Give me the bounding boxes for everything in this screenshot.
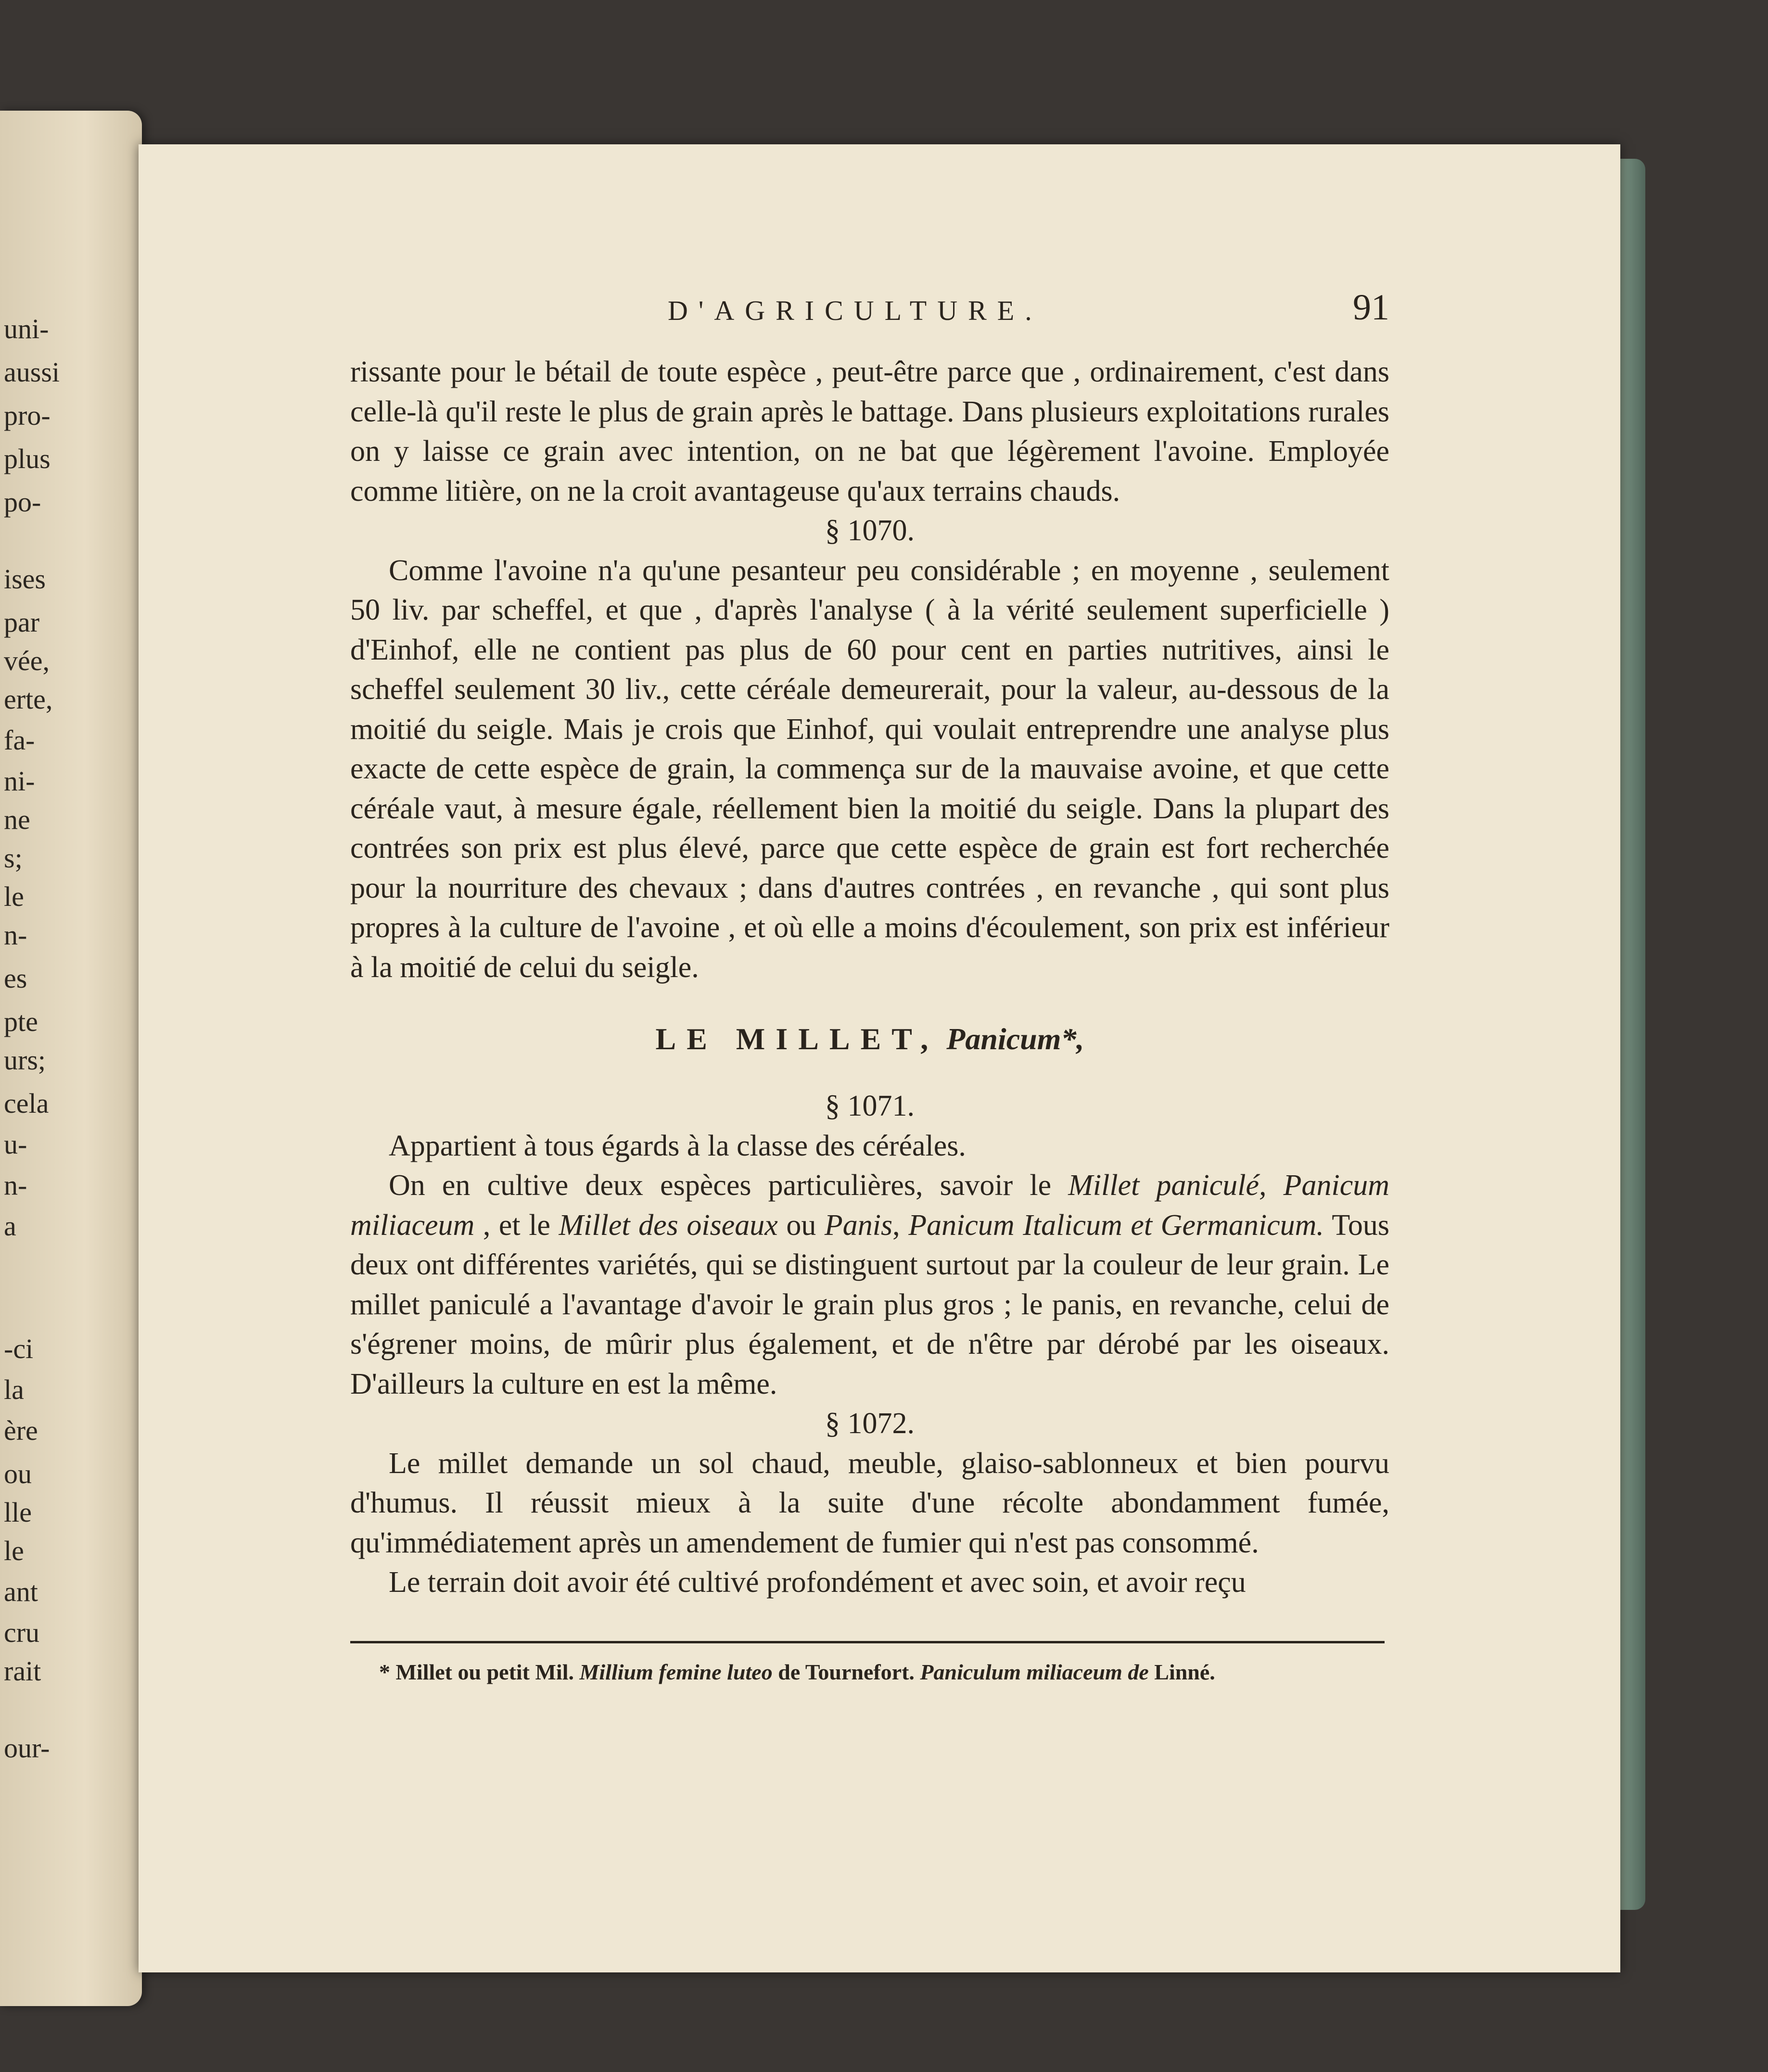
chapter-latin-name: Panicum*,	[946, 1022, 1084, 1056]
left-text-fragment: s;	[4, 842, 23, 874]
left-text-fragment: pte	[4, 1006, 38, 1037]
running-title: D'AGRICULTURE.	[668, 295, 1043, 326]
page-number: 91	[1353, 287, 1389, 328]
text-run: Tous deux ont différentes variétés, qui se distinguent surtout par la couleur de leur grain. Le millet paniculé a l'avantage d'avoir le grain plus gros ; le panis, en revanche, celui de s'égrener moins, de mûrir plus également, et de n'être par dérobé par les oiseaux. D'ailleurs la culture en est la même.	[350, 1208, 1390, 1400]
left-text-fragment: fa-	[4, 725, 35, 756]
paragraph: Appartient à tous égards à la classe des céréales.	[389, 1129, 966, 1162]
left-text-fragment: ou	[4, 1458, 32, 1489]
section-number: § 1072.	[825, 1407, 915, 1440]
left-text-fragment: n-	[4, 1169, 27, 1201]
italic-run: Panis	[824, 1208, 893, 1242]
chapter-title: LE MILLET,	[655, 1022, 939, 1056]
text-run: On en cultive deux espèces particulières, savoir le	[389, 1169, 1068, 1202]
left-text-fragment: urs;	[4, 1044, 46, 1076]
page-content	[350, 280, 1389, 1687]
left-text-fragment: vée,	[4, 645, 50, 676]
text-run: ,	[892, 1208, 909, 1242]
italic-run: Paniculum miliaceum de	[920, 1659, 1149, 1684]
italic-run: Millet des oiseaux	[559, 1208, 778, 1242]
left-text-fragment: plus	[4, 443, 51, 474]
text-run: ou	[777, 1208, 825, 1242]
left-text-fragment: le	[4, 881, 24, 912]
section-number: § 1071.	[825, 1090, 915, 1122]
left-text-fragment: pro-	[4, 400, 51, 431]
left-text-fragment: ère	[4, 1415, 38, 1446]
book-page	[139, 144, 1620, 1972]
section-number: § 1070.	[825, 514, 915, 547]
footnote	[379, 1658, 1389, 1687]
left-text-fragment: n-	[4, 919, 27, 951]
left-text-fragment: la	[4, 1374, 24, 1405]
left-text-fragment: le	[4, 1535, 24, 1566]
left-text-fragment: -ci	[4, 1333, 34, 1364]
chapter-heading	[350, 1016, 1389, 1062]
left-text-fragment: par	[4, 607, 40, 638]
left-text-fragment: cela	[4, 1088, 49, 1119]
paragraph: Comme l'avoine n'a qu'une pesanteur peu considérable ; en moyenne , seulement 50 liv. par scheffel, et que , d'après l'analyse ( à la vérité seulement superficielle ) d'Einhof, elle ne contient pas plus de 60 pour cent en parties nutritives, ainsi le scheffel seulement 30 liv., cette céréale demeurerait, pour la valeur, au-dessous de la moitié du seigle. Mais je crois que Einhof, qui voulait entreprendre une analyse plus exacte de cette espèce de grain, la commença sur de la mauvaise avoine, et que cette céréale vaut, à mesure égale, réellement bien la moitié du seigle. Dans la plupart des contrées son prix est plus élevé, parce que cette espèce de grain est fort recherchée pour la nourriture des chevaux ; dans d'autres contrées , en revanche , qui sont plus propres à la culture de l'avoine , et où elle a moins d'écoulement, son prix est inférieur à la moitié de celui du seigle.	[350, 554, 1389, 984]
left-page-fragment	[0, 111, 142, 2006]
left-text-fragment: aussi	[4, 356, 60, 388]
left-text-fragment: ant	[4, 1576, 38, 1607]
paragraph: Le millet demande un sol chaud, meuble, glaiso-sablonneux et bien pourvu d'humus. Il réussit mieux à la suite d'une récolte abondamment fumée, qu'immédiatement après un amendement de fumier qui n'est pas consommé.	[350, 1447, 1389, 1559]
italic-run: Panicum Italicum et Germanicum.	[908, 1208, 1324, 1242]
left-text-fragment: lle	[4, 1497, 32, 1528]
text-run: , et le	[474, 1208, 559, 1242]
left-text-fragment: a	[4, 1210, 16, 1242]
footnote-rule	[350, 1641, 1385, 1643]
running-head	[350, 280, 1389, 352]
left-text-fragment: ni-	[4, 765, 35, 797]
italic-run: Millet paniculé, Panicum miliaceum	[350, 1169, 1390, 1242]
text-run: Linné.	[1148, 1659, 1215, 1684]
left-text-fragment: po-	[4, 486, 41, 518]
italic-run: Millium femine luteo	[579, 1659, 773, 1684]
left-text-fragment: cru	[4, 1617, 40, 1648]
left-text-fragment: ne	[4, 804, 30, 835]
paragraph: rissante pour le bétail de toute espèce , peut-être parce que , ordinairement, c'est dans celle-là qu'il reste le plus de grain après le battage. Dans plusieurs exploitations rurales on y laisse ce grain avec intention, on ne bat que légèrement l'avoine. Employée comme litière, on ne la croit avantageuse qu'aux terrains chauds.	[350, 356, 1389, 508]
left-text-fragment: our-	[4, 1732, 50, 1764]
left-text-fragment: erte,	[4, 684, 53, 715]
left-text-fragment: rait	[4, 1655, 41, 1687]
left-text-fragment: u-	[4, 1129, 27, 1160]
left-text-fragment: es	[4, 963, 27, 994]
text-run: * Millet ou petit Mil.	[379, 1659, 580, 1684]
left-text-fragment: uni-	[4, 313, 49, 344]
text-run: de Tournefort.	[772, 1659, 920, 1684]
left-text-fragment: ises	[4, 563, 46, 595]
paragraph: Le terrain doit avoir été cultivé profondément et avec soin, et avoir reçu	[389, 1566, 1246, 1599]
paragraph	[350, 1166, 1389, 1404]
